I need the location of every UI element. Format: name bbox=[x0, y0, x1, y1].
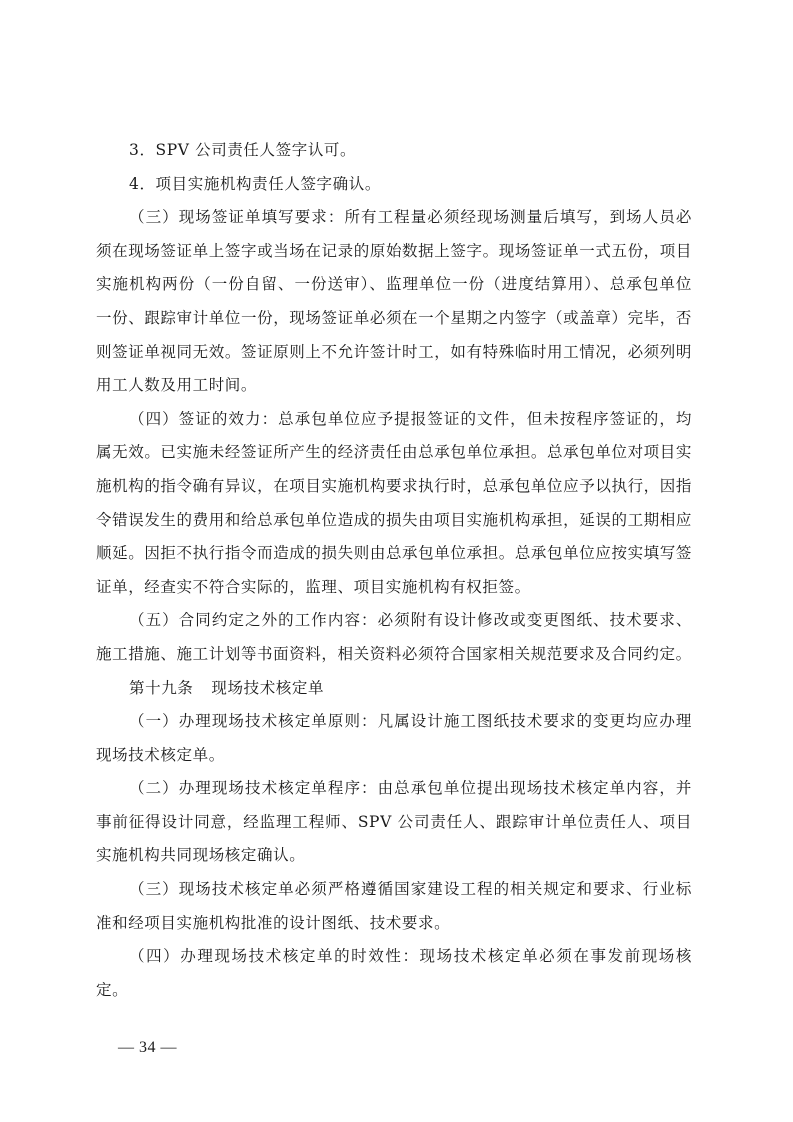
list-item-3: 3．SPV 公司责任人签字认可。 bbox=[129, 141, 357, 159]
paragraph-tech-principle: （一）办理现场技术核定单原则：凡属设计施工图纸技术要求的变更均应办理现场技术核定单。 bbox=[96, 712, 692, 764]
paragraph-tech-procedure: （二）办理现场技术核定单程序：由总承包单位提出现场技术核定单内容，并事前征得设计同意，经监理工程师、SPV 公司责任人、跟踪审计单位责任人、项目实施机构共同现场核定确认。 bbox=[96, 779, 692, 865]
list-item-4: 4．项目实施机构责任人签字确认。 bbox=[129, 174, 381, 193]
article-heading bbox=[96, 672, 692, 706]
article-title: 现场技术核定单 bbox=[211, 678, 325, 697]
paragraph-site-visa-requirements: （三）现场签证单填写要求：所有工程量必须经现场测量后填写，到场人员必须在现场签证单上签字或当场在记录的原始数据上签字。现场签证单一式五份，项目实施机构两份（一份自留、一份送审）、监理单位一份（进度结算用）、总承包单位一份、跟踪审计单位一份，现场签证单必须在一个星期之内签字（或盖章）完毕，否则签证单视同无效。签证原则上不允许签计时工，如有特殊临时用工情况，必须列明用工人数及用工时间。 bbox=[96, 208, 692, 395]
paragraph-extra-work: （五）合同约定之外的工作内容：必须附有设计修改或变更图纸、技术要求、施工措施、施工计划等书面资料，相关资料必须符合国家相关规范要求及合同约定。 bbox=[96, 611, 692, 663]
paragraph-visa-validity: （四）签证的效力：总承包单位应予提报签证的文件，但未按程序签证的，均属无效。已实施未经签证所产生的经济责任由总承包单位承担。总承包单位对项目实施机构的指令确有异议，在项目实施机构要求执行时，总承包单位应予以执行，因指令错误发生的费用和给总承包单位造成的损失由项目实施机构承担，延误的工期相应顺延。因拒不执行指令而造成的损失则由总承包单位承担。总承包单位应按实填写签证单，经查实不符合实际的，监理、项目实施机构有权拒签。 bbox=[96, 409, 692, 596]
document-body bbox=[96, 134, 692, 1007]
page-number: — 34 — bbox=[118, 1039, 177, 1056]
paragraph-tech-compliance: （三）现场技术核定单必须严格遵循国家建设工程的相关规定和要求、行业标准和经项目实施机构批准的设计图纸、技术要求。 bbox=[96, 880, 692, 932]
article-number: 第十九条 bbox=[129, 678, 194, 697]
paragraph-tech-timeliness: （四）办理现场技术核定单的时效性：现场技术核定单必须在事发前现场核定。 bbox=[96, 947, 692, 999]
